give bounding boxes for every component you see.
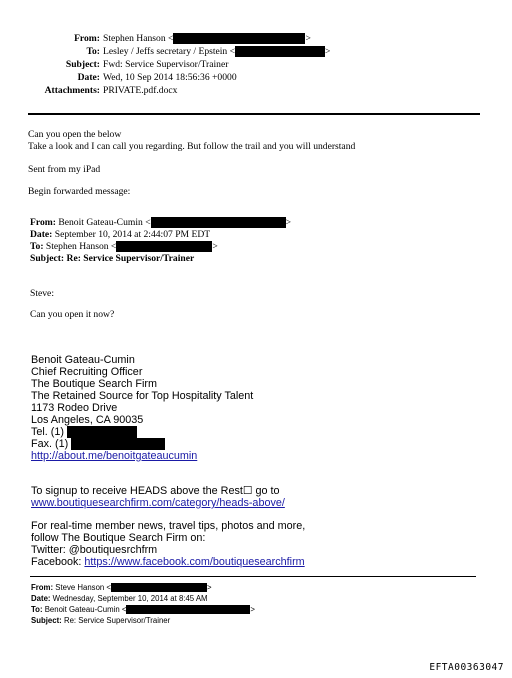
fwd-from-row [30,217,291,229]
about-me-link[interactable]: http://about.me/benoitgateaucumin [31,450,198,462]
sig-tel-label: Tel. (1) [31,426,64,438]
sig-tel [31,426,137,438]
redaction-block [235,46,325,57]
fwd-subject-row [30,253,194,265]
bottom-from-label: From: [31,583,54,592]
to-text: Lesley / Jeffs secretary / Epstein < [103,46,236,57]
heads-above-link[interactable]: www.boutiquesearchfirm.com/category/heads-above/ [31,497,285,509]
from-text: Stephen Hanson < [103,33,174,44]
sig-fax-label: Fax. (1) [31,438,69,450]
to-close: > [325,46,331,57]
facebook-label: Facebook: [31,556,82,568]
sig-facebook-row [31,556,305,568]
sig-address-2: Los Angeles, CA 90035 [31,414,144,426]
sent-from: Sent from my iPad [28,164,101,175]
sig-news-1: For real-time member news, travel tips, photos and more, [31,520,306,532]
bottom-to-close: > [250,605,255,614]
bottom-subject-row [31,615,170,626]
sig-fax [31,438,165,450]
redaction-block [111,583,207,592]
bottom-to-row [31,604,255,615]
redaction-block [71,438,165,450]
forwarded-notice: Begin forwarded message: [28,186,131,197]
fwd-to-label: To: [30,241,44,252]
fwd-from-value: Benoit Gateau-Cumin < [58,217,151,228]
reply-greeting: Steve: [30,288,54,299]
from-label: From: [74,33,100,44]
bottom-date-label: Date: [31,594,51,603]
sig-signup-link-row [31,497,285,509]
date-label: Date: [77,72,100,83]
fwd-to-value: Stephen Hanson < [45,241,117,252]
fwd-date-label: Date: [30,229,53,240]
bottom-from-row [31,582,212,593]
redaction-block [67,426,137,438]
bottom-divider [30,576,476,577]
bottom-date-value: Wednesday, September 10, 2014 at 8:45 AM [52,594,208,603]
fwd-to-close: > [212,241,218,252]
sig-signup: To signup to receive HEADS above the Rest☐ go to [31,485,280,497]
sig-news-2: follow The Boutique Search Firm on: [31,532,206,544]
redaction-block [126,605,250,614]
to-value [103,45,330,58]
bottom-from-close: > [206,583,212,592]
to-label: To: [86,46,100,57]
redaction-block [151,217,286,228]
sig-address-1: 1173 Rodeo Drive [31,402,118,414]
fwd-date-row [30,229,210,241]
redaction-block [116,241,212,252]
subject-label: Subject: [65,59,100,70]
sig-twitter: Twitter: @boutiquesrchfrm [31,544,158,556]
sig-tagline: The Retained Source for Top Hospitality Talent [31,390,254,402]
facebook-link[interactable]: https://www.facebook.com/boutiquesearchfirm [84,556,305,568]
subject-value: Fwd: Service Supervisor/Trainer [103,59,229,70]
sig-name: Benoit Gateau-Cumin [31,354,135,366]
bates-number: EFTA00363047 [429,662,504,673]
bottom-subject-label: Subject: [31,616,62,625]
message-line-2: Take a look and I can call you regarding. But follow the trail and you will understand [28,141,356,152]
header-divider [28,113,480,115]
sig-title: Chief Recruiting Officer [31,366,143,378]
from-value [103,32,311,45]
redaction-block [173,33,305,44]
sig-company: The Boutique Search Firm [31,378,158,390]
attachments-label: Attachments: [44,85,100,96]
bottom-subject-value: Re: Service Supervisor/Trainer [63,616,171,625]
bottom-from-value: Steve Hanson < [55,583,111,592]
fwd-subject-label: Subject: [30,253,65,264]
sig-aboutme-row [31,450,197,462]
bottom-to-label: To: [31,605,43,614]
reply-text: Can you open it now? [30,309,115,320]
fwd-to-row [30,241,218,253]
fwd-date-value: September 10, 2014 at 2:44:07 PM EDT [54,229,211,240]
attachments-value: PRIVATE.pdf.docx [103,85,178,96]
message-line-1: Can you open the below [28,129,122,140]
from-close: > [305,33,311,44]
fwd-from-label: From: [30,217,56,228]
fwd-from-close: > [285,217,292,228]
bottom-date-row [31,593,208,604]
bottom-to-value: Benoit Gateau-Cumin < [44,605,127,614]
fwd-subject-value: Re: Service Supervisor/Trainer [66,253,195,264]
date-value: Wed, 10 Sep 2014 18:56:36 +0000 [103,72,237,83]
